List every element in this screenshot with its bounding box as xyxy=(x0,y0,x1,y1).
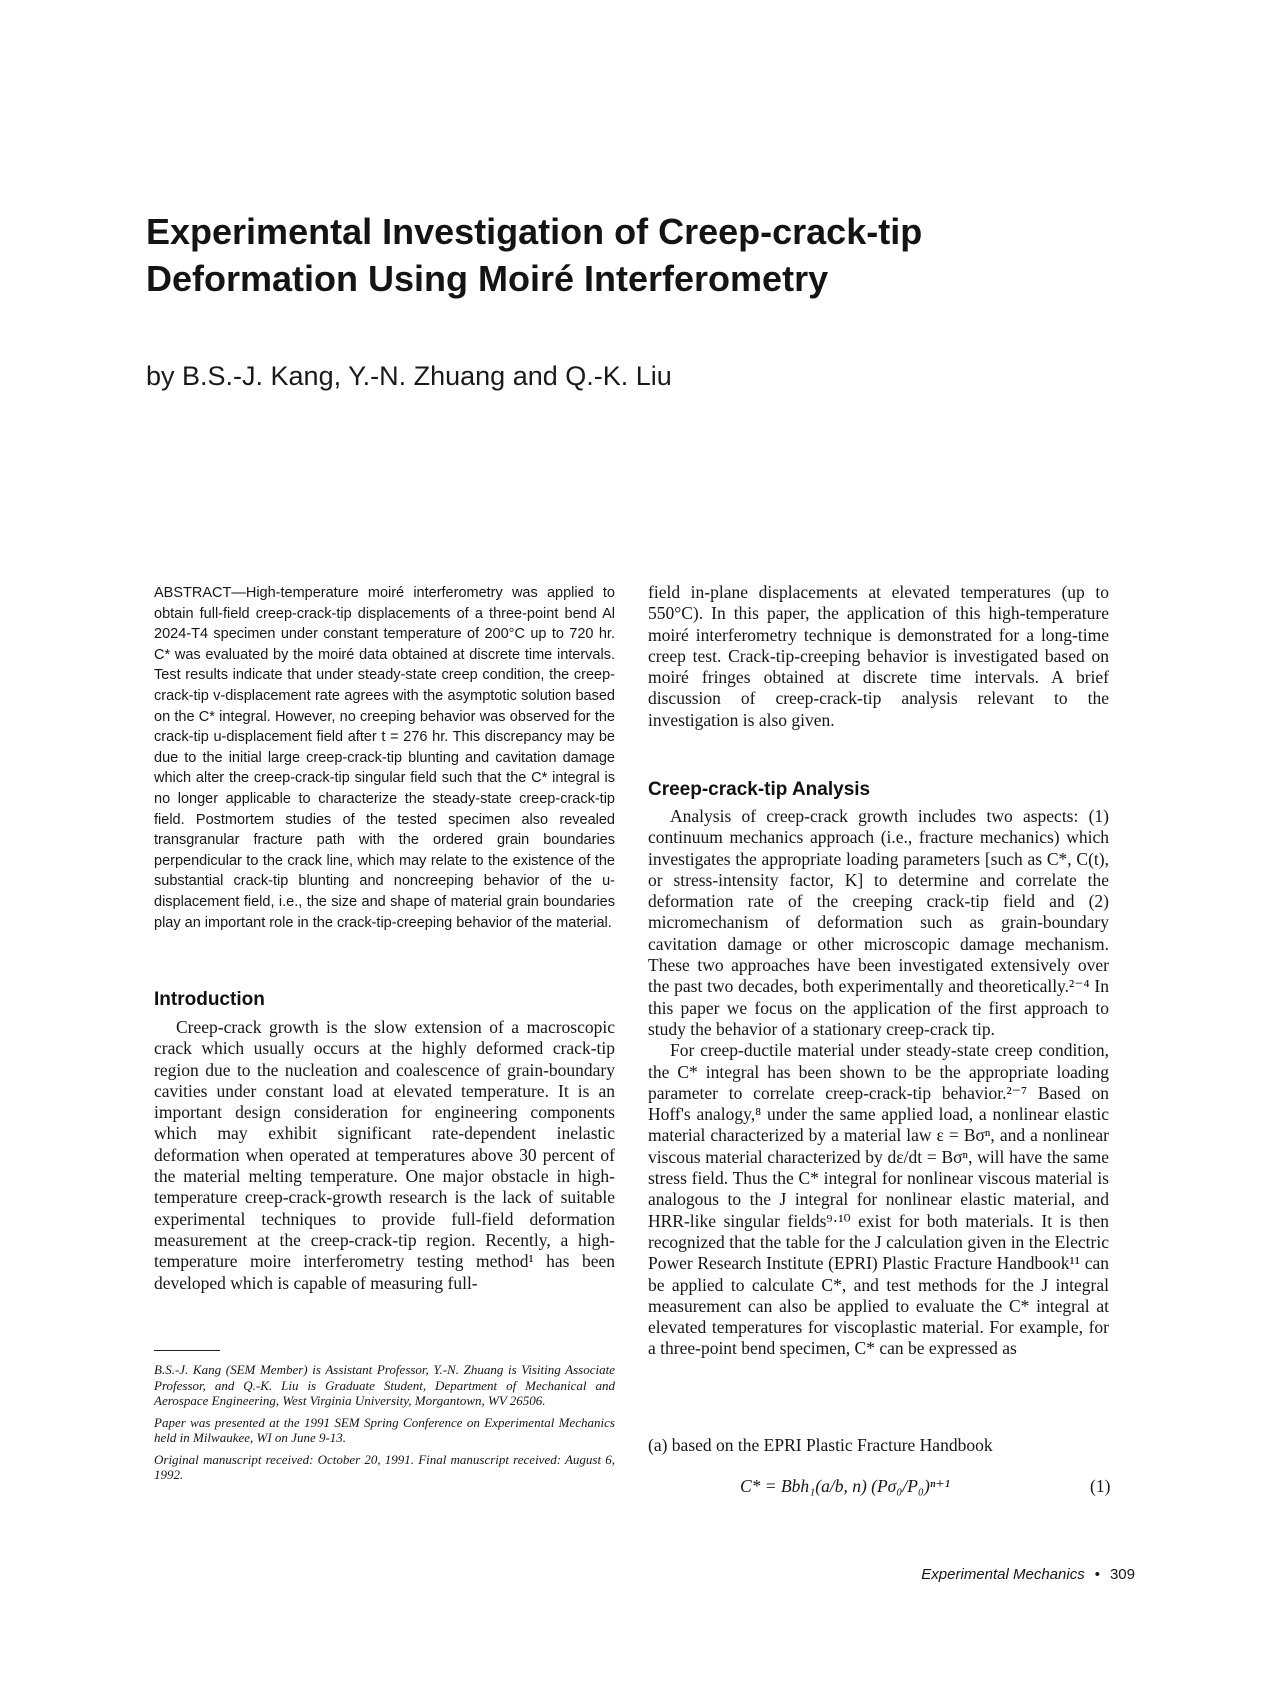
right-column-intro xyxy=(648,582,1109,731)
introduction-heading: Introduction xyxy=(154,989,265,1010)
paper-title xyxy=(146,208,1146,302)
creep-analysis-body xyxy=(648,806,1109,1360)
footnote-conference: Paper was presented at the 1991 SEM Spring Conference on Experimental Mechanics held in Milwaukee, WI on June 9-13. xyxy=(154,1414,615,1445)
footnote-received: Original manuscript received: October 20, 1991. Final manuscript received: August 6, 1992. xyxy=(154,1451,615,1482)
right-column-intro-paragraph: field in-plane displacements at elevated temperatures (up to 550°C). In this paper, the application of this high-temperature moiré interferometry technique is demonstrated for a long-time creep test. Crack-tip-creeping behavior is investigated based on moiré fringes obtained at discrete time intervals. A brief discussion of creep-crack-tip analysis relevant to the investigation is also given. xyxy=(648,582,1109,730)
footer-bullet: • xyxy=(1094,1566,1100,1583)
equation-number: (1) xyxy=(1090,1476,1111,1496)
epri-note: (a) based on the EPRI Plastic Fracture Handbook xyxy=(648,1435,993,1455)
footnote-affiliation: B.S.-J. Kang (SEM Member) is Assistant Professor, Y.-N. Zhuang is Visiting Associate Professor, and Q.-K. Liu is Graduate Student, Department of Mechanical and Aerospace Engineering, West Virginia University, Morgantown, WV 26506. xyxy=(154,1362,615,1408)
journal-name: Experimental Mechanics xyxy=(921,1566,1085,1583)
paper-title-line-1: Experimental Investigation of Creep-crack-tip xyxy=(146,211,923,252)
paper-title-line-2: Deformation Using Moiré Interferometry xyxy=(146,258,829,299)
author-byline: by B.S.-J. Kang, Y.-N. Zhuang and Q.-K. Liu xyxy=(146,361,672,391)
footnotes-block xyxy=(154,1362,615,1489)
creep-analysis-section xyxy=(648,778,1109,802)
introduction-body xyxy=(154,1017,615,1294)
page-number: 309 xyxy=(1109,1566,1135,1583)
creep-analysis-heading: Creep-crack-tip Analysis xyxy=(648,779,871,800)
abstract-block xyxy=(154,583,615,933)
abstract-text: ABSTRACT—High-temperature moiré interferometry was applied to obtain full-field creep-crack-tip displacements of a three-point bend Al 2024-T4 specimen under constant temperature of 200°C up to 720 hr. C* was evaluated by the moiré data obtained at discrete time intervals. Test results indicate that under steady-state creep condition, the creep-crack-tip v-displacement rate agrees with the asymptotic solution based on the C* integral. However, no creeping behavior was observed for the crack-tip u-displacement field after t = 276 hr. This discrepancy may be due to the initial large creep-crack-tip blunting and cavitation damage which alter the creep-crack-tip singular field such that the C* integral is no longer applicable to characterize the steady-state creep-crack-tip field. Postmortem studies of the tested specimen also revealed transgranular fracture path with the ordered grain boundaries perpendicular to the crack line, which may relate to the existence of the substantial crack-tip blunting and noncreeping behavior of the u-displacement field, i.e., the size and shape of material grain boundaries play an important role in the crack-tip-creeping behavior of the material. xyxy=(154,585,615,931)
creep-analysis-paragraph-1: Analysis of creep-crack growth includes two aspects: (1) continuum mechanics approach (i.e., fracture mechanics) which investigates the appropriate loading parameters [such as C*, C(t), or stress-intensity factor, K] to determine and correlate the deformation rate of the creeping crack-tip field and (2) micromechanism of deformation such as grain-boundary cavitation damage or other microscopic damage mechanism. These two approaches have been investigated extensively over the past two decades, both experimentally and theoretically.²⁻⁴ In this paper we focus on the application of the first approach to study the behavior of a stationary creep-crack tip. xyxy=(648,806,1109,1039)
equation-1: C* = Bbh₁(a/b, n) (Pσ₀/P₀)ⁿ⁺¹ xyxy=(740,1476,950,1496)
running-footer xyxy=(921,1565,1135,1585)
footnote-divider xyxy=(154,1350,220,1351)
creep-analysis-paragraph-2: For creep-ductile material under steady-state creep condition, the C* integral has been shown to be the appropriate loading parameter to correlate creep-crack-tip behavior.²⁻⁷ Based on Hoff's analogy,⁸ under the same applied load, a nonlinear elastic material characterized by a material law ε = Bσⁿ, and a nonlinear viscous material characterized by dε/dt = Bσⁿ, will have the same stress field. Thus the C* integral for nonlinear viscous material is analogous to the J integral for nonlinear elastic material, and HRR-like singular fields⁹·¹⁰ exist for both materials. It is then recognized that the table for the J calculation given in the Electric Power Research Institute (EPRI) Plastic Fracture Handbook¹¹ can be applied to calculate C*, and test methods for the J integral measurement can also be applied to evaluate the C* integral at elevated temperatures for viscoplastic material. For example, for a three-point bend specimen, C* can be expressed as xyxy=(648,1040,1109,1359)
introduction-section xyxy=(154,988,615,1012)
introduction-paragraph: Creep-crack growth is the slow extension of a macroscopic crack which usually occurs at the highly deformed crack-tip region due to the nucleation and coalescence of grain-boundary cavities under constant load at elevated temperature. It is an important design consideration for engineering components which may exhibit significant rate-dependent inelastic deformation when operated at temperatures above 30 percent of the material melting temperature. One major obstacle in high-temperature creep-crack-growth research is the lack of suitable experimental techniques to provide full-field deformation measurement at the creep-crack-tip region. Recently, a high-temperature moire interferometry testing method¹ has been developed which is capable of measuring full- xyxy=(154,1017,615,1293)
